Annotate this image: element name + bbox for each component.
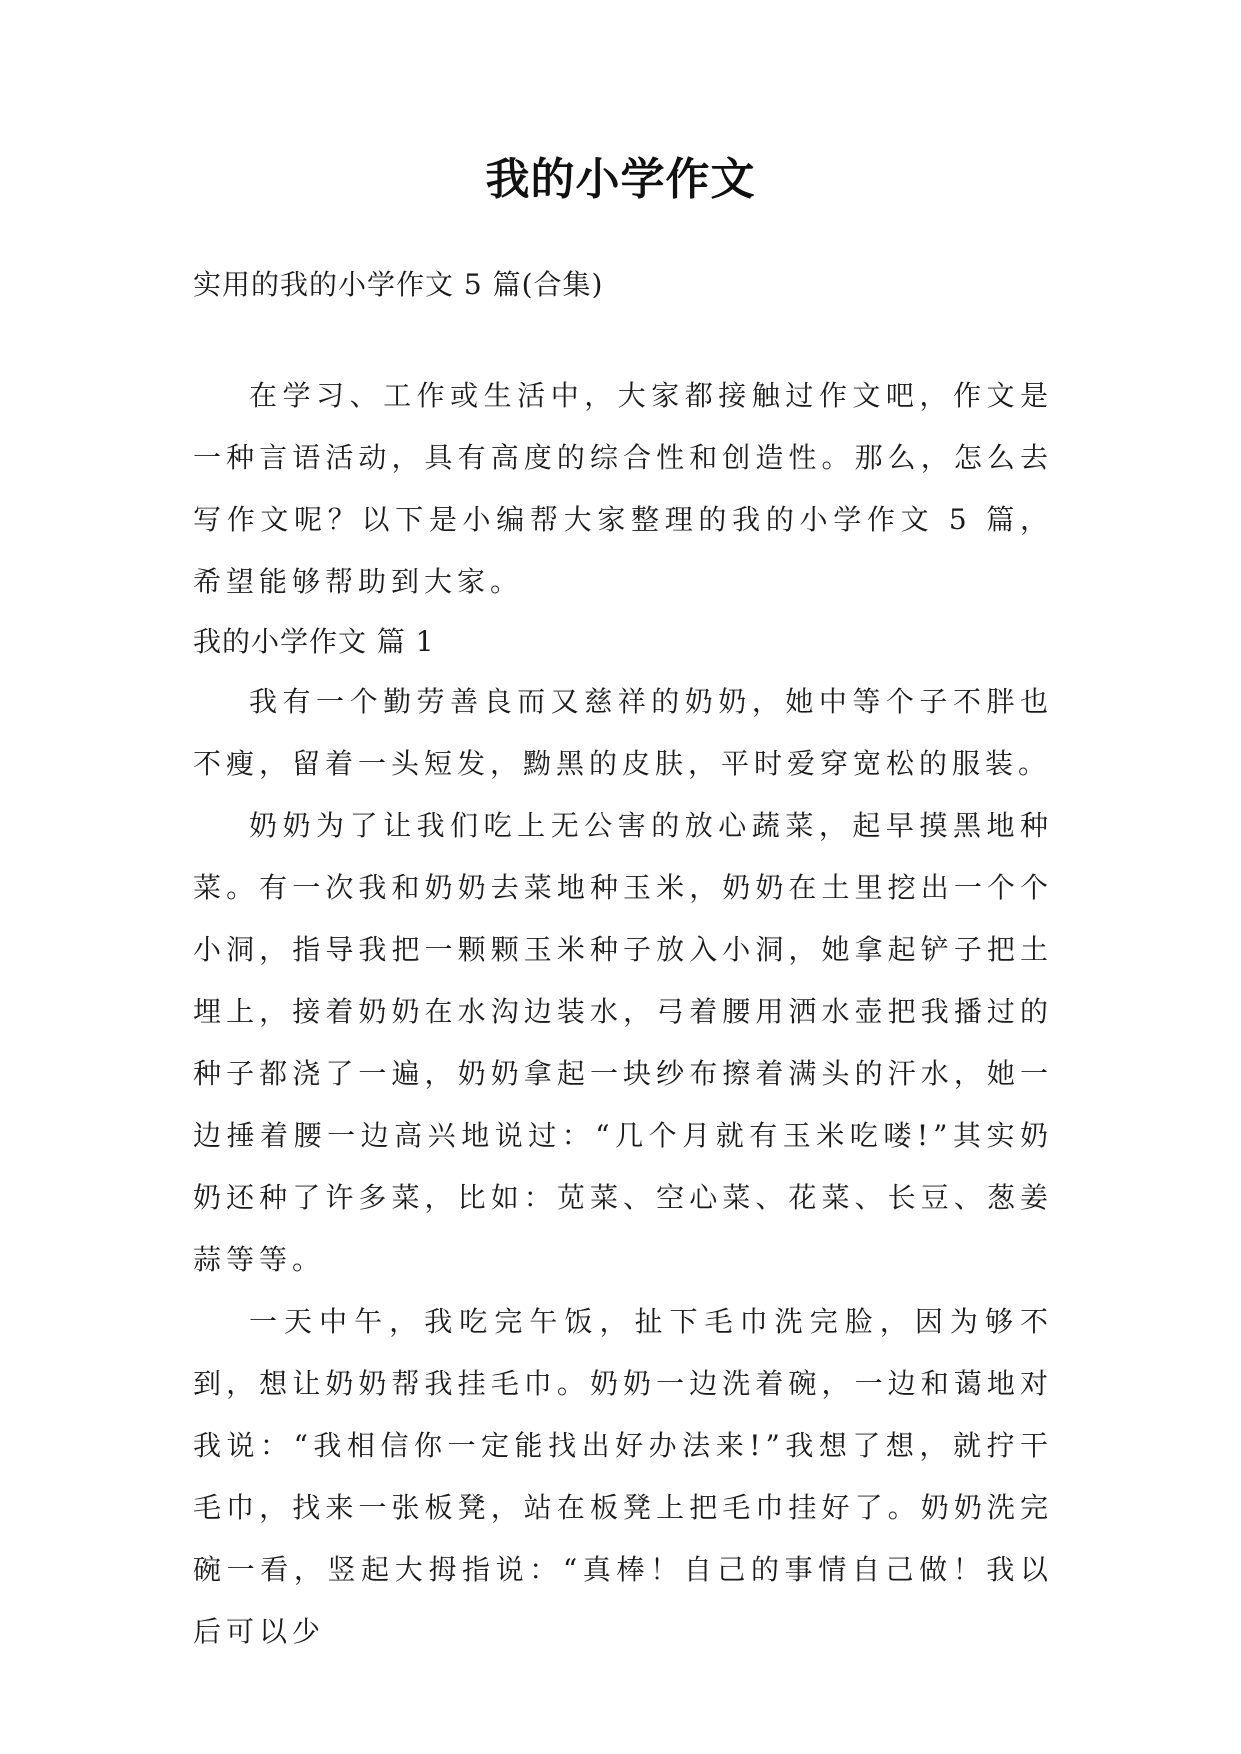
spacer <box>193 315 1053 365</box>
document-body <box>193 255 1053 1663</box>
body-paragraph-3: 一天中午，我吃完午饭，扯下毛巾洗完脸，因为够不到，想让奶奶帮我挂毛巾。奶奶一边洗着碗，一边和蔼地对我说：“我相信你一定能找出好办法来!”我想了想，就拧干毛巾，找来一张板凳，站在板凳上把毛巾挂好了。奶奶洗完碗一看，竖起大拇指说：“真棒！自己的事情自己做！我以后可以少 <box>193 1305 1053 1648</box>
document-subtitle: 实用的我的小学作文 5 篇(合集) <box>193 268 604 301</box>
document-title: 我的小学作文 <box>485 154 756 205</box>
intro-paragraph: 在学习、工作或生活中，大家都接触过作文吧，作文是一种言语活动，具有高度的综合性和创造性。那么，怎么去写作文呢？以下是小编帮大家整理的我的小学作文 5 篇，希望能够帮助到大家。 <box>193 379 1053 598</box>
section-heading: 我的小学作文 篇 1 <box>193 625 435 658</box>
body-paragraph-2: 奶奶为了让我们吃上无公害的放心蔬菜，起早摸黑地种菜。有一次我和奶奶去菜地种玉米，奶奶在土里挖出一个个小洞，指导我把一颗颗玉米种子放入小洞，她拿起铲子把土埋上，接着奶奶在水沟边装水，弓着腰用洒水壶把我播过的种子都浇了一遍，奶奶拿起一块纱布擦着满头的汗水，她一边捶着腰一边高兴地说过：“几个月就有玉米吃喽!”其实奶奶还种了许多菜，比如：苋菜、空心菜、花菜、长豆、葱姜蒜等等。 <box>193 809 1053 1276</box>
body-paragraph-1: 我有一个勤劳善良而又慈祥的奶奶，她中等个子不胖也不瘦，留着一头短发，黝黑的皮肤，平时爱穿宽松的服装。 <box>193 685 1053 780</box>
